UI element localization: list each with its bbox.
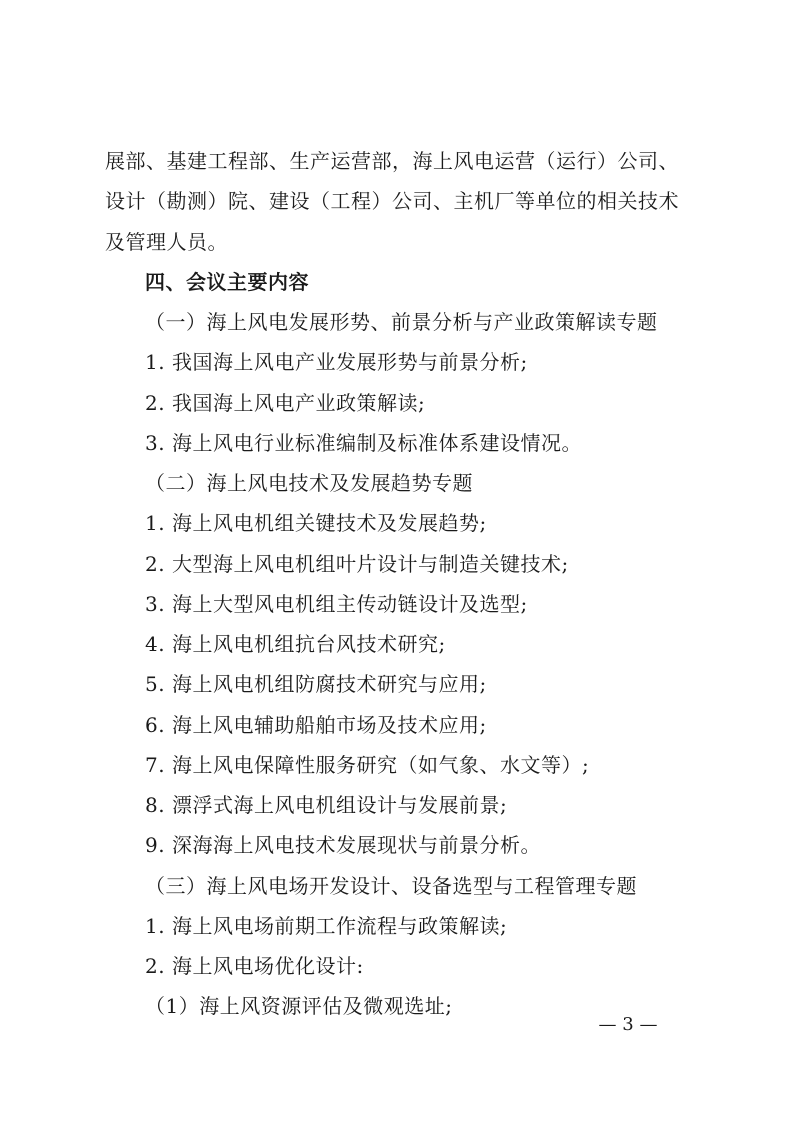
list-item: 5. 海上风电机组防腐技术研究与应用; [145,672,487,696]
list-item: 1. 海上风电机组关键技术及发展趋势; [145,511,487,535]
paragraph-line: 展部、基建工程部、生产运营部，海上风电运营（运行）公司、 [105,149,679,173]
page-number: — 3 — [598,1014,658,1035]
list-item: 2. 我国海上风电产业政策解读; [145,391,426,415]
list-item: 1. 海上风电场前期工作流程与政策解读; [145,914,508,938]
list-item: 8. 漂浮式海上风电机组设计与发展前景; [145,793,508,817]
topic-title: （二）海上风电技术及发展趋势专题 [145,471,473,495]
paragraph-line: 及管理人员。 [105,230,228,254]
section-heading: 四、会议主要内容 [145,270,309,294]
list-item: 9. 深海海上风电技术发展现状与前景分析。 [145,833,541,857]
list-item: 7. 海上风电保障性服务研究（如气象、水文等）; [145,753,590,777]
list-item: 3. 海上大型风电机组主传动链设计及选型; [145,592,528,616]
list-item: 1. 我国海上风电产业发展形势与前景分析; [145,350,528,374]
list-item: 6. 海上风电辅助船舶市场及技术应用; [145,713,487,737]
topic-title: （三）海上风电场开发设计、设备选型与工程管理专题 [145,874,637,898]
list-item: 2. 大型海上风电机组叶片设计与制造关键技术; [145,552,569,576]
topic-title: （一）海上风电发展形势、前景分析与产业政策解读专题 [145,310,658,334]
paragraph-line: 设计（勘测）院、建设（工程）公司、主机厂等单位的相关技术 [105,189,679,213]
list-subitem: （1）海上风资源评估及微观选址; [145,994,453,1018]
list-item: 3. 海上风电行业标准编制及标准体系建设情况。 [145,431,582,455]
list-item: 4. 海上风电机组抗台风技术研究; [145,632,446,656]
list-item: 2. 海上风电场优化设计: [145,954,364,978]
